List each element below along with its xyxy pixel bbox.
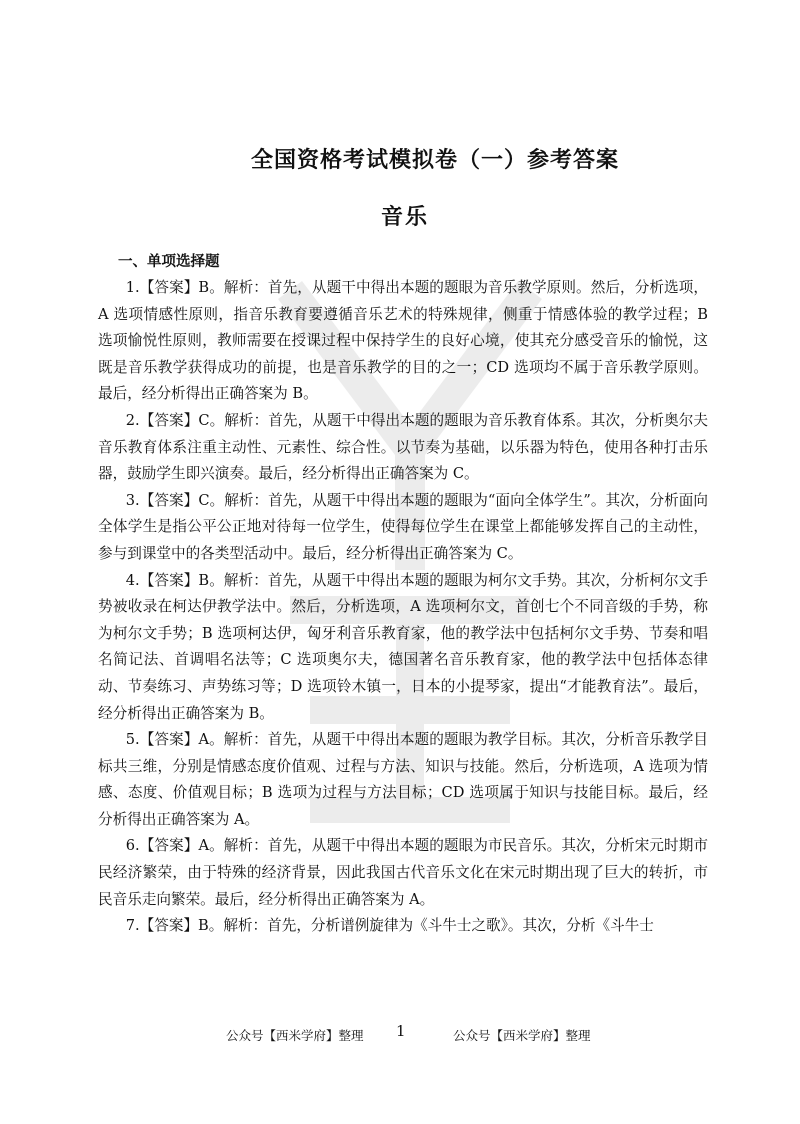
document-title: 全国资格考试模拟卷（一）参考答案 xyxy=(250,148,619,173)
answer-item-6: 6.【答案】A。解析：首先，从题干中得出本题的题眼为市民音乐。其次，分析宋元时期市民经济繁荣，由于特殊的经济背景，因此我国古代音乐文化在宋元时期出现了巨大的转折，市民音乐走向繁荣。最后，经分析得出正确答案为 A。 xyxy=(98,837,708,908)
answer-item-7: 7.【答案】B。解析：首先，分析谱例旋律为《斗牛士之歌》。其次，分析《斗牛士 xyxy=(125,917,654,935)
page-number: 1 xyxy=(396,1022,406,1040)
section-heading: 一、单项选择题 xyxy=(118,254,220,270)
answer-item-2: 2.【答案】C。解析：首先，从题干中得出本题的题眼为音乐教育体系。其次，分析奥尔夫音乐教育体系注重主动性、元素性、综合性。以节奏为基础，以乐器为特色，使用各种打击乐器，鼓励学生即兴演奏。最后，经分析得出正确答案为 C。 xyxy=(98,411,708,483)
answer-item-3: 3.【答案】C。解析：首先，从题干中得出本题的题眼为“面向全体学生”。其次，分析面向全体学生是指公平公正地对待每一位学生，使得每位学生在课堂上都能够发挥自己的主动性，参与到课堂中的各类型活动中。最后，经分析得出正确答案为 C。 xyxy=(98,491,708,562)
page-footer xyxy=(0,1022,800,1046)
footer-source-right: 公众号【西米学府】整理 xyxy=(453,1028,591,1043)
subject-title: 音乐 xyxy=(380,205,429,230)
answer-item-1: 1.【答案】B。解析：首先，从题干中得出本题的题眼为音乐教学原则。然后，分析选项，A 选项情感性原则，指音乐教育要遵循音乐艺术的特殊规律，侧重于情感体验的教学过程；B 选项愉悦性原则，教师需要在授课过程中保持学生的良好心境，使其充分感受音乐的愉悦，这既是音乐教学获得成功的前提，也是音乐教学的目的之一；CD 选项均不属于音乐教学原则。最后，经分析得出正确答案为 B。 xyxy=(98,279,708,403)
answers-body xyxy=(98,275,708,940)
answer-item-4: 4.【答案】B。解析：首先，从题干中得出本题的题眼为柯尔文手势。其次，分析柯尔文手势被收录在柯达伊教学法中。然后，分析选项，A 选项柯尔文，首创七个不同音级的手势，称为柯尔文手势；B 选项柯达伊，匈牙利音乐教育家，他的教学法中包括柯尔文手势、节奏和唱名简记法、首调唱名法等；C 选项奥尔夫，德国著名音乐教育家，他的教学法中包括体态律动、节奏练习、声势练习等；D 选项铃木镇一，日本的小提琴家，提出“才能教育法”。最后，经分析得出正确答案为 B。 xyxy=(98,571,708,722)
answer-item-5: 5.【答案】A。解析：首先，从题干中得出本题的题眼为教学目标。其次，分析音乐教学目标共三维，分别是情感态度价值观、过程与方法、知识与技能。然后，分析选项，A 选项为情感、态度、价值观目标；B 选项为过程与方法目标；CD 选项属于知识与技能目标。最后，经分析得出正确答案为 A。 xyxy=(98,731,708,828)
footer-source-left: 公众号【西米学府】整理 xyxy=(226,1028,364,1043)
